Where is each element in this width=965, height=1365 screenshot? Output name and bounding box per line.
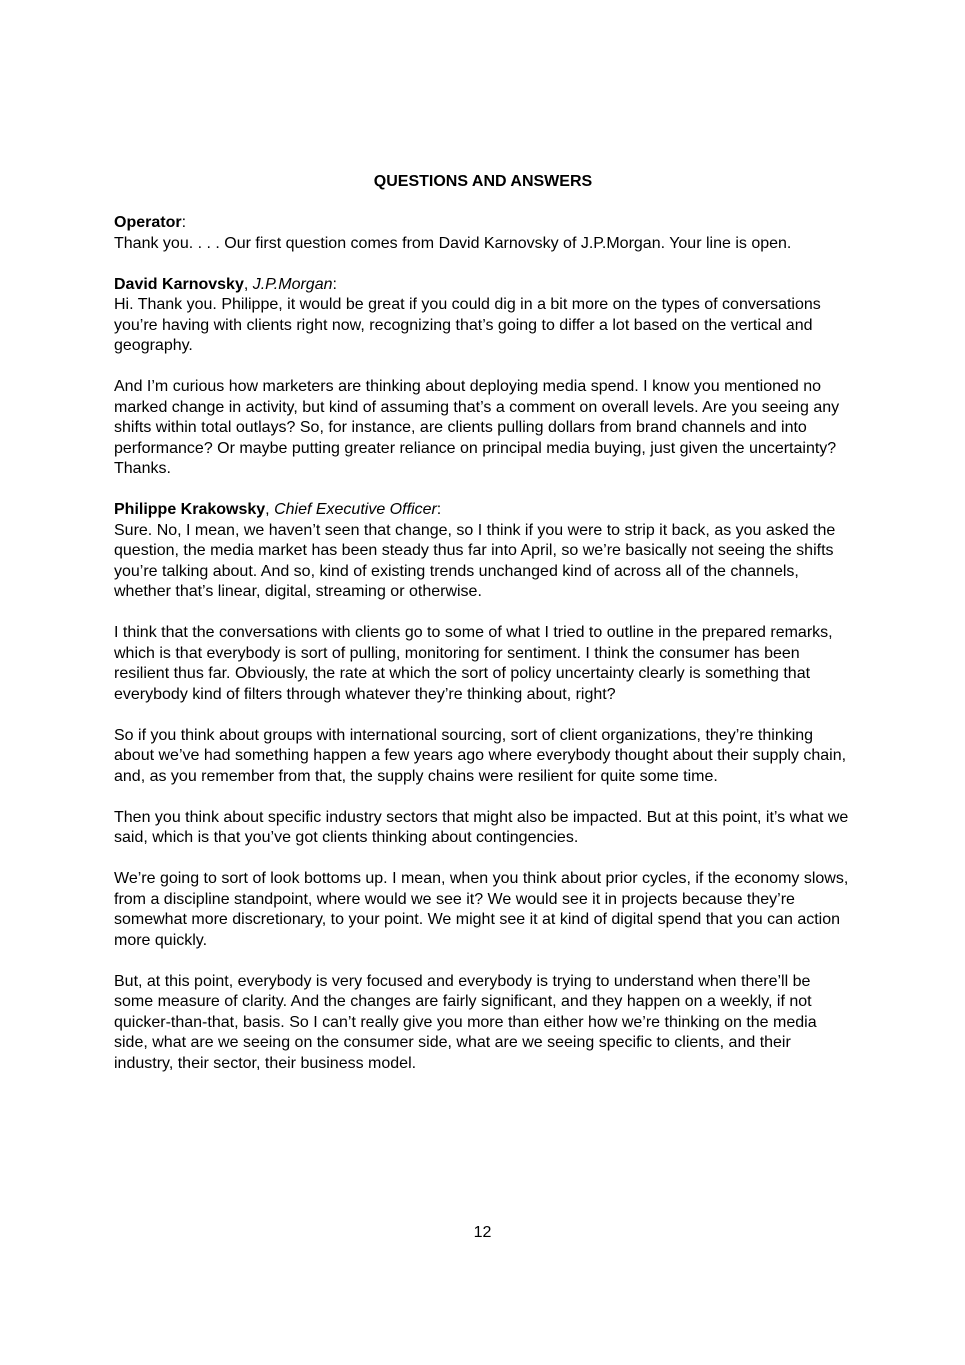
paragraph: Then you think about specific industry sectors that might also be impacted. But at this point, it’s what we said, which is that you’ve got clients thinking about contingencies. — [114, 808, 849, 846]
speaker-name: David Karnovsky — [114, 275, 244, 293]
paragraph: We’re going to sort of look bottoms up. I mean, when you think about prior cycles, if the economy slows, from a discipline standpoint, where would we see it? We would see it in projects because they’re somewhat more discretionary, to your point. We might see it at kind of digital spend that you can action more quickly. — [114, 870, 849, 949]
speaker-colon: : — [181, 214, 187, 231]
paragraph: Sure. No, I mean, we haven’t seen that change, so I think if you were to strip it back, as you asked the question, the media market has been steady thus far into April, so we’re basically not seeing the shifts you’re talking about. And so, kind of existing trends unchanged kind of across all of the channels, whether that’s linear, digital, streaming or otherwise. — [114, 521, 836, 600]
paragraph: Hi. Thank you. Philippe, it would be great if you could dig in a bit more on the types of conversations you’re having with clients right now, recognizing that’s going to differ a lot based on the vertical and geography. — [114, 296, 821, 354]
paragraph: Thank you. . . . Our first question comes from David Karnovsky of J.P.Morgan. Your line is open. — [114, 234, 792, 252]
page-content — [114, 172, 852, 1095]
page-title: QUESTIONS AND ANSWERS — [373, 173, 593, 190]
speaker-separator: , — [265, 501, 275, 518]
paragraph: So if you think about groups with international sourcing, sort of client organizations, they’re thinking about we’ve had something happen a few years ago where everybody thought about their supply chain, and, as you remember from that, the supply chains were resilient for quite some time. — [114, 726, 847, 785]
speaker-line-operator — [114, 213, 852, 234]
speaker-colon: : — [332, 275, 337, 293]
speaker-line-david-karnovsky — [114, 275, 852, 296]
speaker-colon: : — [436, 501, 442, 518]
speaker-name: Operator — [114, 214, 182, 231]
speaker-separator: , — [243, 275, 253, 293]
paragraph: And I’m curious how marketers are thinking about deploying media spend. I know you mentioned no marked change in activity, but kind of assuming that’s a comment on overall levels. Are you seeing any shifts within total outlays? So, for instance, are clients pulling dollars from brand channels and into performance? Or maybe putting greater reliance on principal media buying, just given the uncertainty? Thanks. — [114, 378, 840, 477]
page-number: 12 — [473, 1224, 492, 1241]
speaker-role: Chief Executive Officer — [274, 501, 437, 518]
paragraph: I think that the conversations with clients go to some of what I tried to outline in the prepared remarks, which is that everybody is sort of pulling, monitoring for sentiment. I think the consumer has been resilient thus far. Obviously, the rate at which the sort of policy uncertainty clearly is something that everybody kind of filters through whatever they’re thinking about, right? — [114, 624, 833, 703]
speaker-name: Philippe Krakowsky — [114, 501, 266, 518]
paragraph: But, at this point, everybody is very focused and everybody is trying to understand when there’ll be some measure of clarity. And the changes are fairly significant, and they happen on a weekly, if not quicker-than-that, basis. So I can’t really give you more than either how we’re thinking on the media side, what are we seeing on the consumer side, what are we seeing specific to clients, and their industry, their sector, their business model. — [114, 972, 817, 1072]
speaker-role: J.P.Morgan — [252, 275, 333, 293]
speaker-line-philippe-krakowsky — [114, 500, 852, 521]
